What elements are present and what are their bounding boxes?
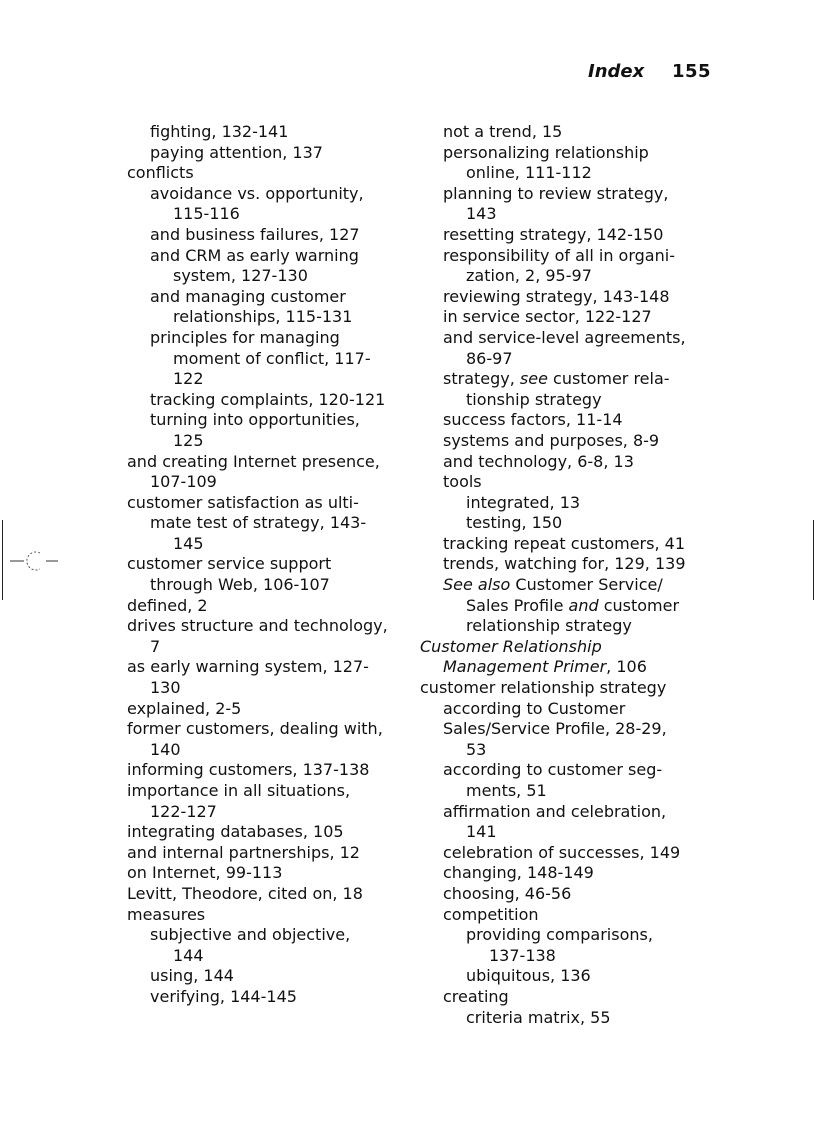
index-entry <box>127 184 417 205</box>
index-entry <box>127 843 417 864</box>
index-entry-text: ments, 51 <box>466 781 547 800</box>
index-entry-text: relationships, 115-131 <box>173 307 353 327</box>
index-entry <box>127 925 417 946</box>
index-entry <box>127 452 417 473</box>
index-entry-text: conflicts <box>127 163 194 183</box>
index-entry-text: customer satisfaction as ulti- <box>127 492 359 512</box>
index-entry <box>420 307 720 328</box>
index-entry-text: trends, watching for, 129, 139 <box>443 554 686 574</box>
index-entry <box>127 575 417 596</box>
index-entry-text: using, 144 <box>150 966 234 986</box>
index-entry <box>420 554 720 575</box>
index-entry-text: integrated, 13 <box>466 492 581 512</box>
index-entry <box>420 472 720 493</box>
index-entry-text: customer service support <box>127 554 332 574</box>
index-entry <box>127 987 417 1008</box>
index-entry-text: , 106 <box>606 657 647 677</box>
index-entry <box>127 204 417 225</box>
index-entry-text: tracking repeat customers, 41 <box>443 533 685 553</box>
index-entry-text: changing, 148-149 <box>443 863 594 883</box>
index-entry <box>127 740 417 761</box>
index-entry-text: providing comparisons, <box>466 925 653 945</box>
index-entry-text: customer <box>598 595 680 615</box>
index-entry-text: 86-97 <box>466 348 513 368</box>
index-entry-text: in service sector, 122-127 <box>443 307 652 327</box>
index-entry <box>127 369 417 390</box>
index-entry-text: informing customers, 137-138 <box>127 760 370 780</box>
index-entry <box>127 472 417 493</box>
index-entry-text: tracking complaints, 120-121 <box>150 389 386 409</box>
index-entry-text: system, 127-130 <box>173 266 308 286</box>
index-entry-text: 144 <box>173 945 204 965</box>
index-entry-text: and creating Internet presence, <box>127 451 380 471</box>
index-entry-text: 140 <box>150 739 181 759</box>
index-entry-text: measures <box>127 904 206 924</box>
index-entry-text: through Web, 106-107 <box>150 575 330 595</box>
index-entry <box>127 225 417 246</box>
index-entry-text: planning to review strategy, <box>443 183 669 203</box>
index-entry-text: personalizing relationship <box>443 142 649 162</box>
index-entry-text: affirmation and celebration, <box>443 801 667 821</box>
index-entry <box>420 534 720 555</box>
index-entry <box>127 534 417 555</box>
index-entry-text: former customers, dealing with, <box>127 719 383 739</box>
index-entry-text: 122 <box>173 369 204 389</box>
index-entry <box>420 760 720 781</box>
index-entry-text: customer rela- <box>547 369 670 389</box>
index-entry-text: competition <box>443 904 539 924</box>
index-entry <box>127 328 417 349</box>
index-entry <box>127 884 417 905</box>
index-entry <box>420 431 720 452</box>
index-entry <box>420 596 720 617</box>
index-entry-text: Customer Relationship <box>420 636 602 656</box>
index-entry-text: 122-127 <box>150 801 217 821</box>
index-entry-text: responsibility of all in organi- <box>443 245 675 265</box>
index-entry <box>127 143 417 164</box>
index-entry <box>420 163 720 184</box>
index-entry <box>420 575 720 596</box>
index-entry-text: creating <box>443 986 509 1006</box>
index-entry <box>420 987 720 1008</box>
index-entry-text: online, 111-112 <box>466 163 592 183</box>
index-entry-text: 125 <box>173 430 204 450</box>
index-entry <box>420 657 720 678</box>
index-entry <box>420 719 720 740</box>
index-entry-text: according to customer seg- <box>443 760 663 780</box>
index-entry <box>420 637 720 658</box>
index-entry <box>420 225 720 246</box>
index-entry <box>420 822 720 843</box>
index-entry-text: and managing customer <box>150 286 346 306</box>
index-entry <box>127 493 417 514</box>
index-entry <box>420 1008 720 1029</box>
index-entry <box>127 596 417 617</box>
index-entry <box>420 905 720 926</box>
crop-mark-right <box>813 520 814 600</box>
index-entry-text: mate test of strategy, 143- <box>150 513 367 533</box>
index-entry <box>420 122 720 143</box>
index-entry <box>127 637 417 658</box>
index-entry-text: avoidance vs. opportunity, <box>150 183 364 203</box>
index-entry <box>420 946 720 967</box>
index-entry-text: 7 <box>150 636 161 656</box>
index-entry <box>420 863 720 884</box>
index-entry-text: 115-116 <box>173 204 240 224</box>
index-entry <box>127 616 417 637</box>
index-entry <box>420 390 720 411</box>
index-entry-text: choosing, 46-56 <box>443 883 572 903</box>
index-entry <box>127 287 417 308</box>
index-entry <box>127 657 417 678</box>
index-column-left <box>127 122 417 1008</box>
index-entry-text: and internal partnerships, 12 <box>127 842 360 862</box>
index-entry-text: according to Customer <box>443 698 626 718</box>
index-entry-text: Customer Service/ <box>510 575 663 595</box>
index-entry <box>127 822 417 843</box>
index-entry-text: turning into opportunities, <box>150 410 360 430</box>
index-entry-text: customer relationship strategy <box>420 678 667 698</box>
index-entry-text: Sales Profile <box>466 595 569 615</box>
index-entry-text: relationship strategy <box>466 616 632 636</box>
index-entry <box>127 410 417 431</box>
index-entry <box>127 678 417 699</box>
index-entry <box>127 760 417 781</box>
index-entry-text: resetting strategy, 142-150 <box>443 224 664 244</box>
index-entry <box>127 946 417 967</box>
crop-mark-left <box>2 520 3 600</box>
index-entry <box>127 122 417 143</box>
index-entry-text: celebration of successes, 149 <box>443 842 681 862</box>
index-entry-text: explained, 2-5 <box>127 698 242 718</box>
index-entry <box>420 266 720 287</box>
index-entry-text: ubiquitous, 136 <box>466 966 591 986</box>
index-entry-text: see <box>519 369 548 389</box>
running-header <box>0 60 816 84</box>
index-entry <box>420 884 720 905</box>
index-entry-text: paying attention, 137 <box>150 142 323 162</box>
index-entry-text: importance in all situations, <box>127 781 351 800</box>
index-entry-text: systems and purposes, 8-9 <box>443 430 660 450</box>
index-entry <box>420 204 720 225</box>
index-entry-text: and technology, 6-8, 13 <box>443 451 634 471</box>
index-column-right <box>420 122 720 1028</box>
index-entry <box>127 863 417 884</box>
index-entry-text: 137-138 <box>489 945 556 965</box>
index-entry <box>127 966 417 987</box>
index-entry <box>127 802 417 823</box>
index-entry-text: testing, 150 <box>466 513 563 533</box>
index-entry <box>420 287 720 308</box>
index-entry-text: drives structure and technology, <box>127 616 388 636</box>
index-entry <box>127 390 417 411</box>
index-entry-text: 130 <box>150 678 181 698</box>
index-entry <box>127 266 417 287</box>
index-entry-text: verifying, 144-145 <box>150 986 297 1006</box>
index-entry-text: tionship strategy <box>466 389 602 409</box>
index-entry-text: and business failures, 127 <box>150 224 360 244</box>
index-entry <box>420 699 720 720</box>
index-entry <box>420 781 720 802</box>
page-number: 155 <box>672 61 712 82</box>
index-entry <box>127 163 417 184</box>
index-entry-text: moment of conflict, 117- <box>173 348 371 368</box>
index-entry <box>420 246 720 267</box>
index-entry-text: Levitt, Theodore, cited on, 18 <box>127 883 363 903</box>
index-entry-text: 53 <box>466 739 487 759</box>
index-entry-text: fighting, 132-141 <box>150 122 289 141</box>
index-entry <box>127 699 417 720</box>
index-entry <box>127 781 417 802</box>
index-entry-text: on Internet, 99-113 <box>127 863 283 883</box>
index-entry <box>420 328 720 349</box>
index-entry-text: criteria matrix, 55 <box>466 1007 611 1027</box>
index-entry <box>127 554 417 575</box>
index-entry-text: reviewing strategy, 143-148 <box>443 286 670 306</box>
index-entry <box>420 740 720 761</box>
index-entry-text: defined, 2 <box>127 595 208 615</box>
index-entry-text: not a trend, 15 <box>443 122 563 141</box>
index-entry <box>420 678 720 699</box>
index-entry <box>420 184 720 205</box>
index-entry-text: zation, 2, 95-97 <box>466 266 592 286</box>
index-entry-text: 107-109 <box>150 472 217 492</box>
index-entry-text: and service-level agreements, <box>443 327 686 347</box>
section-title: Index <box>588 61 645 82</box>
index-entry <box>420 843 720 864</box>
index-entry-text: Management Primer <box>443 657 607 677</box>
index-entry <box>420 410 720 431</box>
index-entry <box>127 431 417 452</box>
index-entry <box>420 349 720 370</box>
index-entry-text: strategy, <box>443 369 520 389</box>
index-entry <box>127 513 417 534</box>
index-entry <box>420 143 720 164</box>
index-entry-text: 145 <box>173 533 204 553</box>
index-entry <box>420 493 720 514</box>
index-entry-text: and CRM as early warning <box>150 245 359 265</box>
index-entry <box>420 452 720 473</box>
index-entry-text: Sales/Service Profile, 28-29, <box>443 719 667 739</box>
index-entry-text: See also <box>443 575 511 595</box>
index-entry-text: 141 <box>466 822 497 842</box>
index-entry <box>420 616 720 637</box>
index-entry-text: principles for managing <box>150 327 340 347</box>
index-entry <box>420 369 720 390</box>
index-entry-text: success factors, 11-14 <box>443 410 623 430</box>
index-entry-text: and <box>568 595 599 615</box>
index-entry <box>127 246 417 267</box>
index-entry-text: tools <box>443 472 482 492</box>
index-entry-text: 143 <box>466 204 497 224</box>
index-entry <box>420 513 720 534</box>
registration-mark-icon <box>10 549 60 573</box>
index-entry <box>127 307 417 328</box>
index-entry <box>127 349 417 370</box>
index-entry <box>420 966 720 987</box>
index-entry <box>127 905 417 926</box>
index-entry-text: integrating databases, 105 <box>127 822 344 842</box>
index-entry <box>420 925 720 946</box>
index-entry-text: as early warning system, 127- <box>127 657 369 677</box>
index-entry <box>420 802 720 823</box>
index-entry-text: subjective and objective, <box>150 925 351 945</box>
index-entry <box>127 719 417 740</box>
